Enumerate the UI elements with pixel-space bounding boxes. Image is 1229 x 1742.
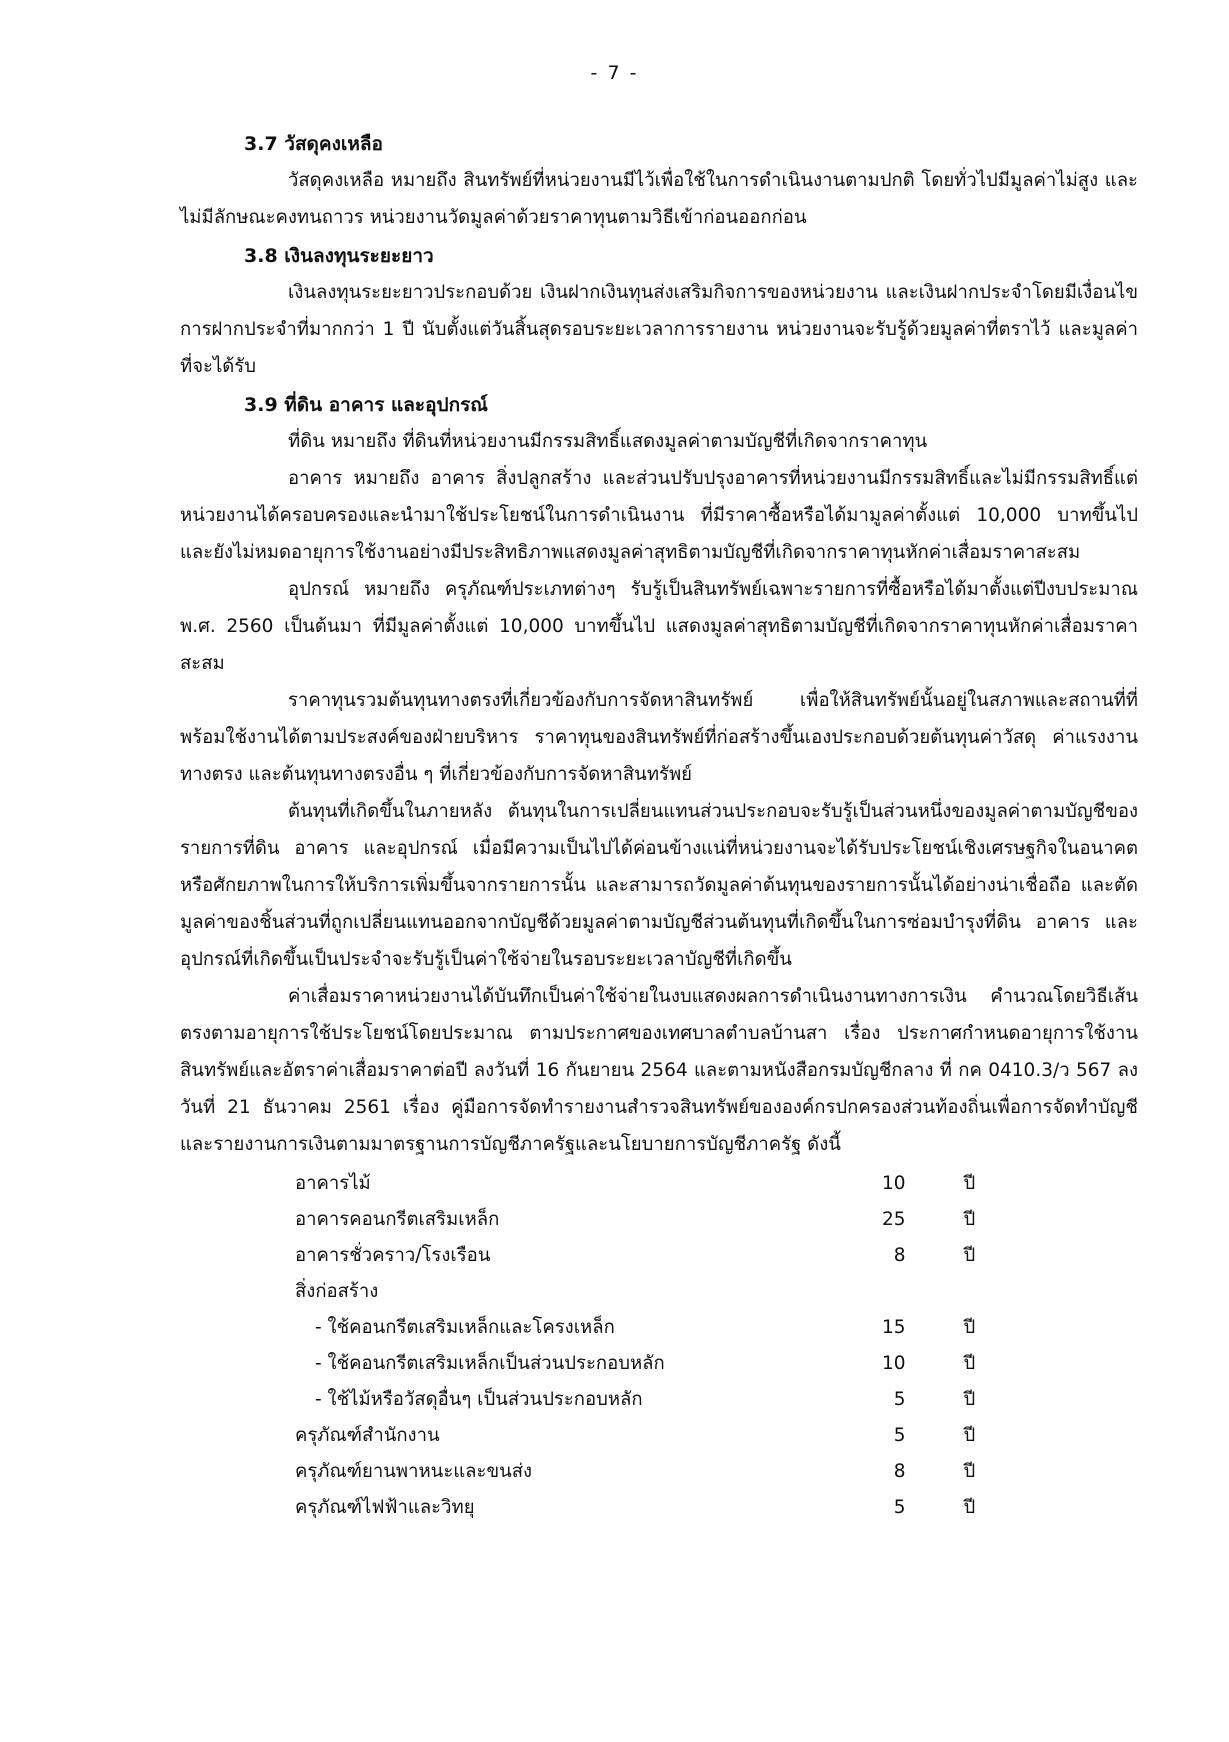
year-unit: ปี [963,1172,976,1194]
asset-name: ครุภัณฑ์ยานพาหนะและขนส่ง [295,1460,533,1482]
year-unit: ปี [963,1208,976,1230]
section-heading-3-7: 3.7 วัสดุคงเหลือ [244,133,383,155]
table-row [295,1201,1035,1237]
useful-life-years: 5 [893,1388,906,1410]
table-row [295,1165,1035,1201]
table-row [295,1381,1035,1417]
useful-life-years: 8 [893,1244,906,1266]
year-unit: ปี [963,1496,976,1518]
paragraph: วัสดุคงเหลือ หมายถึง สินทรัพย์ที่หน่วยงานมีไว้เพื่อใช้ในการดำเนินงานตามปกติ โดยทั่วไปมีมูลค่าไม่สูง และไม่มีลักษณะคงทนถาวร หน่วยงานวัดมูลค่าด้วยราคาทุนตามวิธีเข้าก่อนออกก่อน [180,170,1138,228]
page-number: - 7 - [590,62,639,84]
paragraph: อุปกรณ์ หมายถึง ครุภัณฑ์ประเภทต่างๆ รับรู้เป็นสินทรัพย์เฉพาะรายการที่ซื้อหรือได้มาตั้งแต่ปีงบประมาณ พ.ศ. 2560 เป็นต้นมา ที่มีมูลค่าตั้งแต่ 10,000 บาทขึ้นไป แสดงมูลค่าสุทธิตามบัญชีที่เกิดจากราคาทุนหักค่าเสื่อมราคาสะสม [180,579,1138,674]
paragraph: ค่าเสื่อมราคาหน่วยงานได้บันทึกเป็นค่าใช้จ่ายในงบแสดงผลการดำเนินงานทางการเงิน คำนวณโดยวิธีเส้นตรงตามอายุการใช้ประโยชน์โดยประมาณ ตามประกาศของเทศบาลตำบลบ้านสา เรื่อง ประกาศกำหนดอายุการใช้งานสินทรัพย์และอัตราค่าเสื่อมราคาต่อปี ลงวันที่ 16 กันยายน 2564 และตามหนังสือกรมบัญชีกลาง ที่ กค 0410.3/ว 567 ลงวันที่ 21 ธันวาคม 2561 เรื่อง คู่มือการจัดทำรายงานสำรวจสินทรัพย์ขององค์กรปกครองส่วนท้องถิ่นเพื่อการจัดทำบัญชีและรายงานการเงินตามมาตรฐานการบัญชีภาครัฐและนโยบายการบัญชีภาครัฐ ดังนี้ [180,986,1138,1155]
useful-life-years: 5 [893,1496,906,1518]
year-unit: ปี [963,1388,976,1410]
year-unit: ปี [963,1244,976,1266]
year-unit: ปี [963,1460,976,1482]
section-heading-3-8: 3.8 เงินลงทุนระยะยาว [244,245,434,267]
useful-life-years [824,1273,914,1309]
section-heading-3-9: 3.9 ที่ดิน อาคาร และอุปกรณ์ [244,394,488,416]
asset-name: - ใช้คอนกรีตเสริมเหล็กและโครงเหล็ก [315,1316,615,1338]
asset-name: อาคารไม้ [295,1172,371,1194]
useful-life-years: 10 [881,1172,906,1194]
asset-name: - ใช้ไม้หรือวัสดุอื่นๆ เป็นส่วนประกอบหลัก [315,1388,643,1410]
table-row [295,1273,1035,1309]
table-row [295,1345,1035,1381]
paragraph: อาคาร หมายถึง อาคาร สิ่งปลูกสร้าง และส่วนปรับปรุงอาคารที่หน่วยงานมีกรรมสิทธิ์และไม่มีกรรมสิทธิ์แต่หน่วยงานได้ครอบครองและนำมาใช้ประโยชน์ในการดำเนินงาน ที่มีราคาซื้อหรือได้มามูลค่าตั้งแต่ 10,000 บาทขึ้นไป และยังไม่หมดอายุการใช้งานอย่างมีประสิทธิภาพแสดงมูลค่าสุทธิตามบัญชีที่เกิดจากราคาทุนหักค่าเสื่อมราคาสะสม [180,468,1138,563]
document-body [180,126,1138,1525]
useful-life-years: 15 [881,1316,906,1338]
table-row [295,1489,1035,1525]
useful-life-years: 8 [893,1460,906,1482]
useful-life-years: 25 [881,1208,906,1230]
table-row [295,1237,1035,1273]
year-unit: ปี [963,1424,976,1446]
asset-category-name: สิ่งก่อสร้าง [295,1280,379,1302]
asset-name: ครุภัณฑ์สำนักงาน [295,1424,440,1446]
depreciation-table [295,1165,1035,1525]
year-unit: ปี [963,1316,976,1338]
table-row [295,1309,1035,1345]
table-row [295,1417,1035,1453]
table-row [295,1453,1035,1489]
paragraph: ราคาทุนรวมต้นทุนทางตรงที่เกี่ยวข้องกับการจัดหาสินทรัพย์ เพื่อให้สินทรัพย์นั้นอยู่ในสภาพและสถานที่ที่พร้อมใช้งานได้ตามประสงค์ของฝ่ายบริหาร ราคาทุนของสินทรัพย์ที่ก่อสร้างขึ้นเองประกอบด้วยต้นทุนค่าวัสดุ ค่าแรงงานทางตรง และต้นทุนทางตรงอื่น ๆ ที่เกี่ยวข้องกับการจัดหาสินทรัพย์ [180,690,1138,785]
year-unit: ปี [963,1352,976,1374]
paragraph: ต้นทุนที่เกิดขึ้นในภายหลัง ต้นทุนในการเปลี่ยนแทนส่วนประกอบจะรับรู้เป็นส่วนหนึ่งของมูลค่าตามบัญชีของรายการที่ดิน อาคาร และอุปกรณ์ เมื่อมีความเป็นไปได้ค่อนข้างแน่ที่หน่วยงานจะได้รับประโยชน์เชิงเศรษฐกิจในอนาคตหรือศักยภาพในการให้บริการเพิ่มขึ้นจากรายการนั้น และสามารถวัดมูลค่าต้นทุนของรายการนั้นได้อย่างน่าเชื่อถือ และตัดมูลค่าของชิ้นส่วนที่ถูกเปลี่ยนแทนออกจากบัญชีด้วยมูลค่าตามบัญชีส่วนต้นทุนที่เกิดขึ้นในการซ่อมบำรุงที่ดิน อาคาร และอุปกรณ์ที่เกิดขึ้นเป็นประจำจะรับรู้เป็นค่าใช้จ่ายในรอบระยะเวลาบัญชีที่เกิดขึ้น [180,801,1138,970]
useful-life-years: 10 [881,1352,906,1374]
useful-life-years: 5 [893,1424,906,1446]
asset-name: อาคารชั่วคราว/โรงเรือน [295,1244,491,1266]
year-unit [914,1273,1036,1309]
paragraph: ที่ดิน หมายถึง ที่ดินที่หน่วยงานมีกรรมสิทธิ์แสดงมูลค่าตามบัญชีที่เกิดจากราคาทุน [288,431,928,452]
paragraph: เงินลงทุนระยะยาวประกอบด้วย เงินฝากเงินทุนส่งเสริมกิจการของหน่วยงาน และเงินฝากประจำโดยมีเงื่อนไขการฝากประจำที่มากกว่า 1 ปี นับตั้งแต่วันสิ้นสุดรอบระยะเวลาการรายงาน หน่วยงานจะรับรู้ด้วยมูลค่าที่ตราไว้ และมูลค่าที่จะได้รับ [180,282,1138,377]
asset-name: - ใช้คอนกรีตเสริมเหล็กเป็นส่วนประกอบหลัก [315,1352,665,1374]
asset-name: ครุภัณฑ์ไฟฟ้าและวิทยุ [295,1496,475,1518]
asset-name: อาคารคอนกรีตเสริมเหล็ก [295,1208,500,1230]
